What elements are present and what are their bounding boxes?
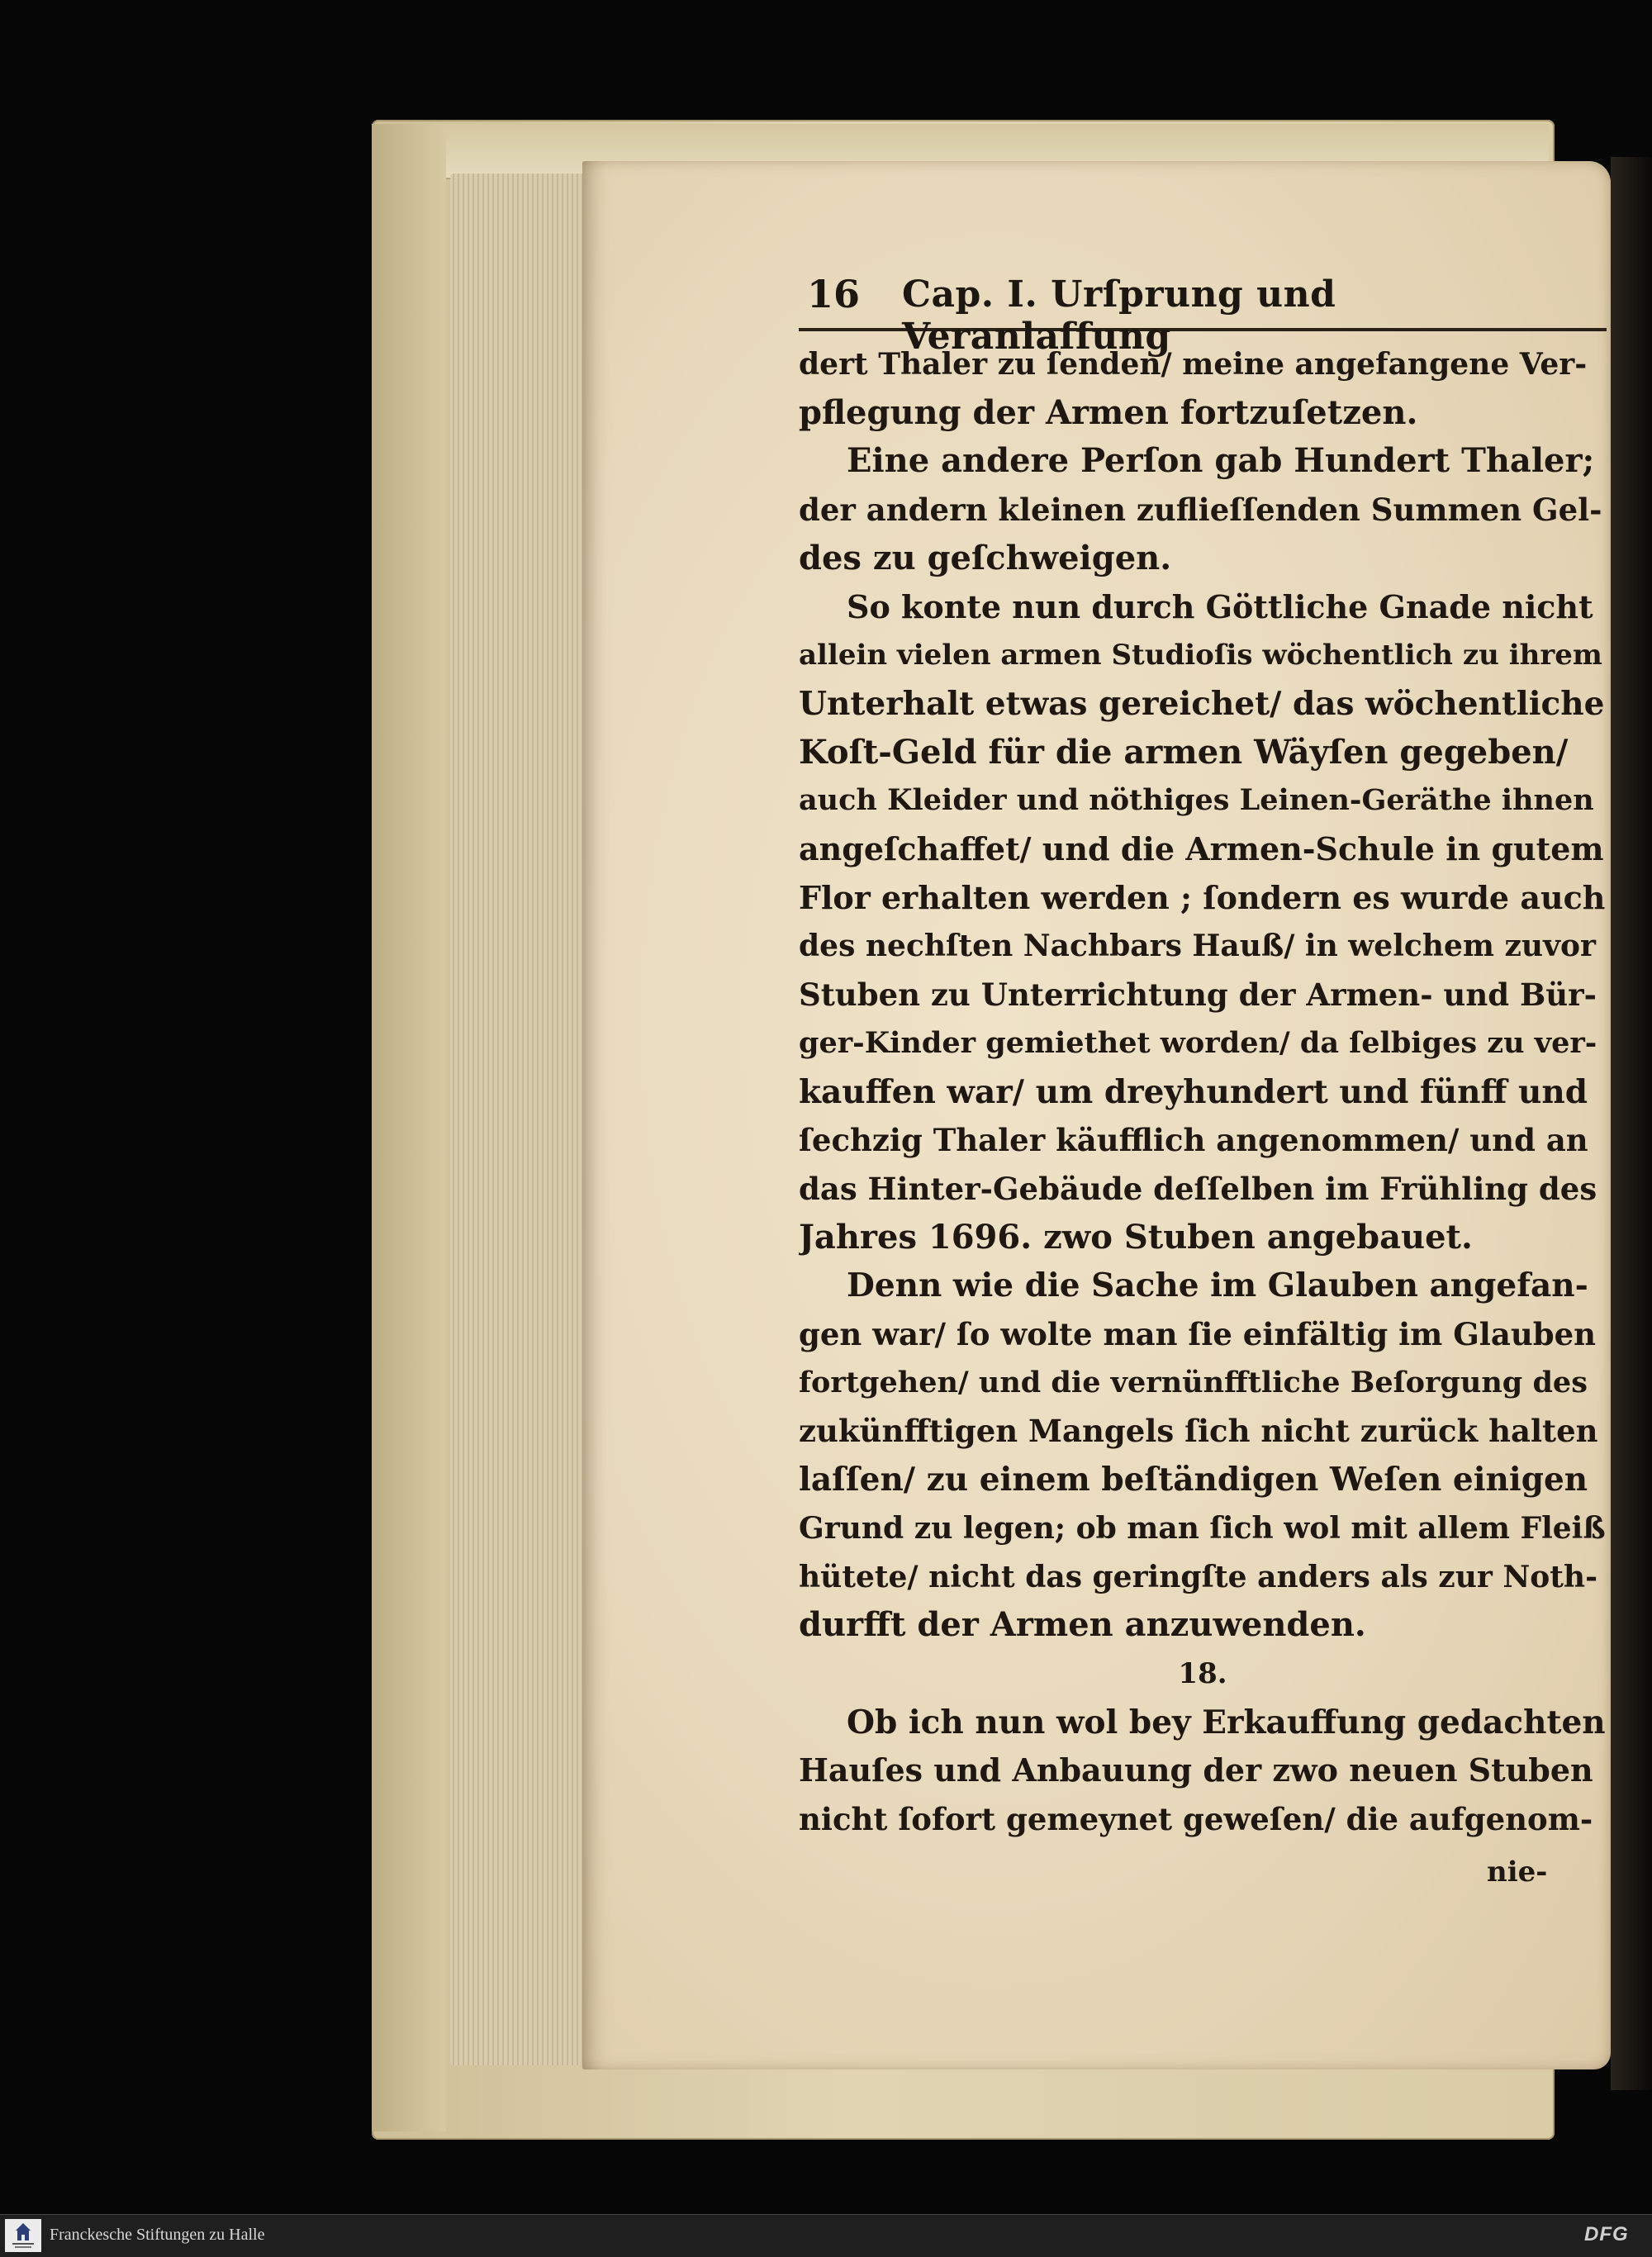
text-line: gen war/ ſo wolte man ſie einfältig im Glauben	[799, 1316, 1597, 1352]
text-line: laſſen/ zu einem beſtändigen Weſen einigen	[799, 1461, 1588, 1499]
text-line: der andern kleinen zuflieſſenden Summen Gel-	[799, 492, 1602, 529]
text-line: kauffen war/ um dreyhundert und fünff und	[799, 1072, 1588, 1111]
text-line: Grund zu legen; ob man ſich wol mit allem Fleiß	[799, 1510, 1606, 1546]
text-line: ſechzig Thaler käufflich angenommen/ und an	[799, 1122, 1588, 1159]
page-stack	[450, 173, 582, 2065]
text-line: fortgehen/ und die vernünfftliche Beſorgung des	[799, 1365, 1588, 1399]
text-line: Denn wie die Sache im Glauben angefan-	[847, 1266, 1588, 1305]
cover-spine-edge	[372, 124, 446, 2131]
institution-name: Franckesche Stiftungen zu Halle	[50, 2226, 265, 2244]
text-line: Jahres 1696. zwo Stuben angebauet.	[799, 1217, 1473, 1257]
text-line: Koſt-Geld für die armen Wäyſen gegeben/	[799, 732, 1569, 772]
text-line: allein vielen armen Studioſis wöchentlich zu ihrem	[799, 639, 1602, 672]
page-right-shadow	[1611, 157, 1652, 2090]
text-line: pflegung der Armen fortzuſetzen.	[799, 392, 1418, 432]
text-line: So konte nun durch Göttliche Gnade nicht	[847, 587, 1593, 625]
text-line: Stuben zu Unterrichtung der Armen- und Bür-	[799, 976, 1597, 1014]
text-line: des zu geſchweigen.	[799, 538, 1172, 577]
text-line: hütete/ nicht das geringſte anders als zur Noth-	[799, 1559, 1598, 1594]
text-line: Ob ich nun wol bey Erkauffung gedachten	[847, 1703, 1606, 1741]
page-number: 16	[807, 272, 861, 316]
text-line: Flor erhalten werden ; ſondern es wurde auch	[799, 878, 1606, 916]
text-line: durfft der Armen anzuwenden.	[799, 1605, 1366, 1645]
institution-logo-icon	[5, 2219, 41, 2252]
text-line: ger-Kinder gemiethet worden/ da ſelbiges zu ver-	[799, 1025, 1597, 1060]
text-line: Eine andere Perſon gab Hundert Thaler;	[847, 441, 1595, 481]
text-line: des nechſten Nachbars Hauß/ in welchem zuvor	[799, 929, 1597, 964]
text-line: nicht ſofort gemeynet geweſen/ die aufgenom-	[799, 1801, 1593, 1837]
text-line: angeſchaffet/ und die Armen-Schule in gutem	[799, 830, 1604, 867]
text-line: zukünfftigen Mangels ſich nicht zurück halten	[799, 1413, 1598, 1450]
running-head: Cap. I. Urſprung und Veranlaſſung	[902, 273, 1336, 358]
catchword: nie-	[1487, 1855, 1548, 1889]
text-line: dert Thaler zu ſenden/ meine angefangene Ver-	[799, 347, 1588, 382]
text-line: 18.	[1178, 1656, 1227, 1690]
text-line: Unterhalt etwas gereichet/ das wöchentliche	[799, 684, 1605, 723]
text-line: das Hinter-Gebäude deſſelben im Frühling des	[799, 1170, 1597, 1207]
viewer-footer	[0, 2214, 1652, 2257]
page-header	[799, 268, 1607, 358]
text-line: auch Kleider und nöthiges Leinen-Geräthe ihnen	[799, 783, 1594, 818]
dfg-logo: DFG	[1584, 2223, 1629, 2245]
text-line: Hauſes und Anbauung der zwo neuen Stuben	[799, 1751, 1593, 1789]
